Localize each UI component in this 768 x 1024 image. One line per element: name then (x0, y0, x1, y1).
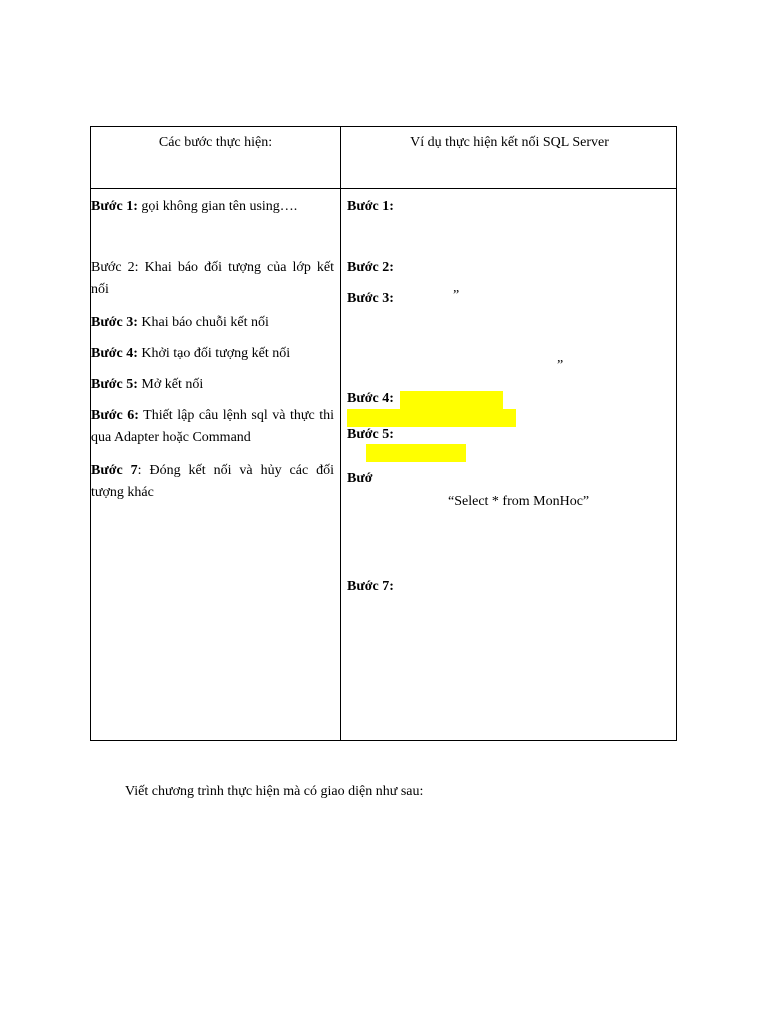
right-step-7: Bước 7: (347, 579, 394, 594)
left-step-3 (91, 312, 269, 334)
select-query: “Select * from MonHoc” (448, 494, 590, 509)
right-step-1: Bước 1: (347, 199, 394, 214)
left-step-3-text: Khai báo chuỗi kết nối (137, 315, 269, 330)
left-step-4 (91, 343, 290, 365)
left-step-1-text: gọi không gian tên using…. (137, 199, 298, 214)
header-divider (91, 188, 676, 189)
left-step-2 (91, 257, 334, 301)
right-step-4: Bước 4: (347, 391, 394, 406)
right-step-5: Bước 5: (347, 427, 394, 442)
left-step-1 (91, 196, 297, 218)
left-step-1-label: Bước 1: (91, 199, 138, 214)
right-step-3: Bước 3: (347, 291, 394, 306)
left-step-7-text: : Đóng kết nối và hủy các đối tượng khác (91, 463, 334, 500)
left-step-2-text: Bước 2: Khai báo đối tượng của lớp kết nối (91, 260, 334, 297)
left-step-6-text: Thiết lập câu lệnh sql và thực thi qua Adapter hoặc Command (91, 408, 334, 445)
steps-table (90, 126, 677, 741)
left-step-5 (91, 374, 203, 396)
column-divider (340, 127, 341, 740)
right-quote-2: ” (557, 358, 564, 373)
left-step-3-label: Bước 3: (91, 315, 138, 330)
footer-instruction: Viết chương trình thực hiện mà có giao diện như sau: (125, 784, 424, 799)
right-step-2: Bước 2: (347, 260, 394, 275)
highlight-step4-line1 (400, 391, 503, 409)
left-step-7-label: Bước 7 (91, 463, 138, 478)
highlight-step5 (366, 444, 466, 462)
left-step-5-text: Mở kết nối (137, 377, 204, 392)
left-step-5-label: Bước 5: (91, 377, 138, 392)
left-step-4-text: Khởi tạo đối tượng kết nối (137, 346, 291, 361)
left-step-6-label: Bước 6: (91, 408, 139, 423)
right-quote-1: ” (453, 288, 460, 303)
header-right: Ví dụ thực hiện kết nối SQL Server (410, 135, 609, 150)
right-step-6-partial: Bướ (347, 471, 373, 486)
header-left: Các bước thực hiện: (158, 135, 273, 150)
left-step-6 (91, 405, 334, 449)
left-step-7 (91, 460, 334, 504)
left-step-4-label: Bước 4: (91, 346, 138, 361)
